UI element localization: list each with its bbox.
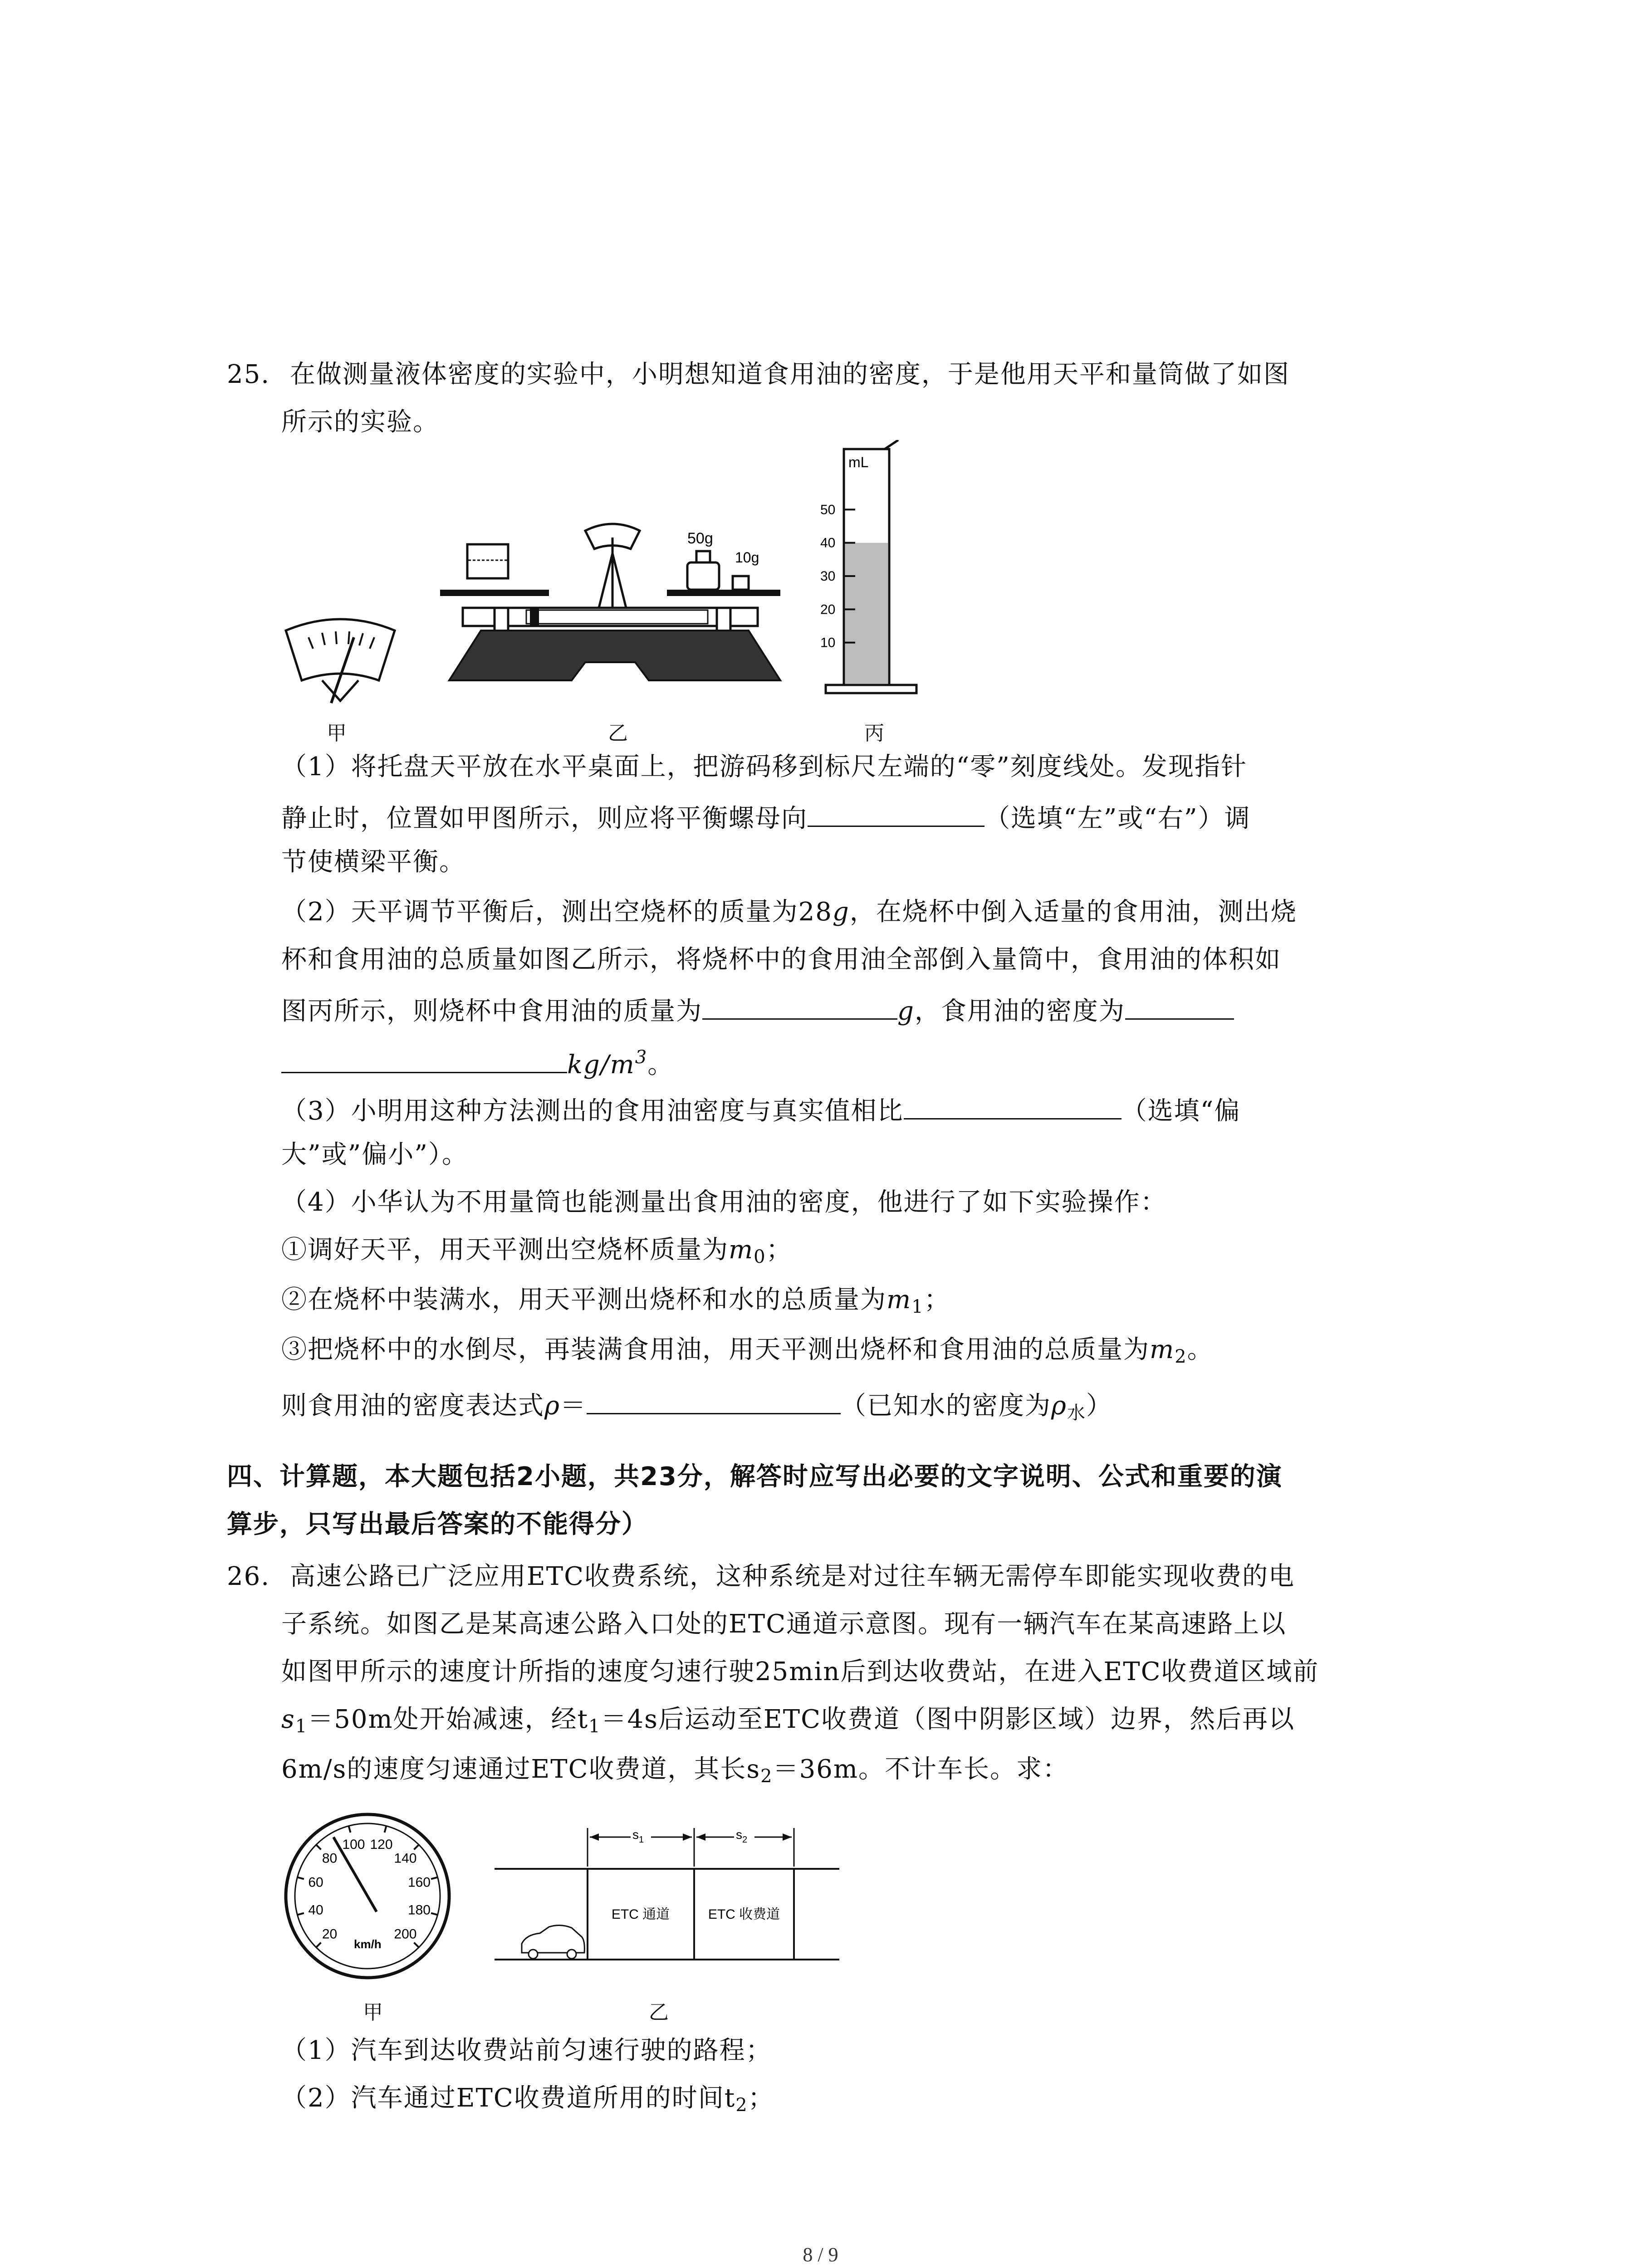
q25-step-2: ②在烧杯中装满水，用天平测出烧杯和水的总质量为$m_1$； xyxy=(281,1285,950,1317)
weight-50g-knob xyxy=(696,551,710,562)
speedometer-tick-label: 120 xyxy=(370,1837,393,1853)
speedometer-tick-label: 20 xyxy=(322,1926,338,1942)
q25-p3-b: （选填“偏 xyxy=(1121,1096,1241,1126)
measuring-cylinder-figure xyxy=(817,440,926,699)
speedometer-tick-label: 80 xyxy=(322,1851,338,1866)
q25-intro-2: 所示的实验。 xyxy=(281,407,439,437)
balance-pointer-figure xyxy=(281,612,399,708)
weight-10g xyxy=(733,576,749,590)
answer-blank-4[interactable] xyxy=(904,1091,1122,1119)
answer-blank-3a[interactable] xyxy=(1125,991,1234,1020)
balance-figure xyxy=(436,517,798,699)
speedometer-tick-label: 60 xyxy=(308,1875,323,1890)
answer-blank-5[interactable] xyxy=(587,1386,841,1414)
cylinder-tick-label: 10 xyxy=(820,635,836,650)
q25-p1-b: 静止时，位置如甲图所示，则应将平衡螺母向 xyxy=(281,804,808,833)
cylinder-tick-label: 20 xyxy=(820,602,836,617)
balance-ruler xyxy=(526,610,708,624)
q25-p3-a: （3）小明用这种方法测出的食用油密度与真实值相比 xyxy=(281,1096,904,1126)
q25-p1-d: 节使横梁平衡。 xyxy=(281,847,465,877)
q25-p4-a: （4）小华认为不用量筒也能测量出食用油的密度，他进行了如下实验操作： xyxy=(281,1188,1167,1217)
weight-10g-label: 10g xyxy=(735,549,759,566)
etc-zone-label: ETC 通道 xyxy=(611,1907,670,1922)
fig-label-jia-2: 甲 xyxy=(363,2001,383,2024)
section-4-title-1: 四、计算题，本大题包括2小题，共23分，解答时应写出必要的文字说明、公式和重要的演 xyxy=(227,1462,1283,1491)
car-icon xyxy=(522,1925,584,1953)
speedometer-unit: km/h xyxy=(354,1937,382,1951)
pointer-base xyxy=(322,680,358,701)
q25-p2-d-end: 。 xyxy=(647,1050,674,1080)
cylinder-foot xyxy=(826,685,916,693)
etc-toll-zone-label: ETC 收费道 xyxy=(708,1907,780,1922)
q25-p1-a: （1）将托盘天平放在水平桌面上，把游码移到标尺左端的“零”刻度线处。发现指针 xyxy=(281,752,1247,782)
q26-line-5: 6m/s的速度匀速通过ETC收费道，其长$s_2=36m$。不计车长。求： xyxy=(281,1755,1069,1787)
q26-number: 26. xyxy=(227,1562,270,1591)
rider xyxy=(530,608,539,626)
dim-label-s1: $s_1$ xyxy=(632,1828,644,1845)
page-number: 8 / 9 xyxy=(803,2244,838,2266)
q25-p2-d-unit: kg/m xyxy=(567,1050,635,1080)
q25-p2-a2: ，在烧杯中倒入适量的食用油，测出烧 xyxy=(849,897,1297,927)
cylinder-unit: mL xyxy=(848,454,869,470)
answer-blank-1[interactable] xyxy=(808,798,985,827)
q25-p2-c-unit: g xyxy=(897,997,915,1026)
answer-blank-3b[interactable] xyxy=(281,1045,567,1073)
q25-p2-a-unit: g xyxy=(832,897,850,927)
section-4-title-2: 算步，只写出最后答案的不能得分） xyxy=(227,1510,648,1539)
q25-p3-c: 大”或”偏小”）。 xyxy=(281,1140,468,1169)
q26-line-3: 如图甲所示的速度计所指的速度匀速行驶25min后到达收费站，在进入ETC收费道区域前 xyxy=(281,1657,1319,1686)
speedometer-tick-label: 180 xyxy=(407,1902,431,1918)
q25-p2-a-line xyxy=(281,896,1297,929)
q25-p2-d-sup: 3 xyxy=(635,1047,648,1068)
q25-p1-c: （选填“左”或“右”）调 xyxy=(985,804,1251,833)
q25-p2-c2: ，食用油的密度为 xyxy=(914,997,1125,1026)
speedometer-tick-label: 160 xyxy=(407,1875,431,1890)
cylinder-spout xyxy=(885,440,898,449)
balance-base xyxy=(449,631,780,680)
q25-expression-line: 则食用油的密度表达式ρ＝ （已知水的密度为$\rho_水$） xyxy=(281,1386,1112,1429)
speedometer-tick-label: 100 xyxy=(342,1837,365,1853)
car-wheel-front-icon xyxy=(529,1950,538,1959)
q26-sub-1: （1）汽车到达收费站前匀速行驶的路程； xyxy=(281,2036,772,2065)
q26-sub-2: （2）汽车通过ETC收费道所用的时间$t_2$； xyxy=(281,2083,774,2116)
q25-p2-c: 图丙所示，则烧杯中食用油的质量为 xyxy=(281,997,702,1026)
etc-lane-figure xyxy=(495,1823,848,1964)
q25-p2-c-line xyxy=(281,991,1234,1028)
beaker xyxy=(467,544,508,578)
speedometer-tick-label: 140 xyxy=(394,1851,417,1866)
fig-label-jia: 甲 xyxy=(327,722,347,745)
pointer-dial-outline xyxy=(286,619,395,680)
speedometer-tick-label: 200 xyxy=(394,1926,417,1942)
q25-step-3: ③把烧杯中的水倒尽，再装满食用油，用天平测出烧杯和食用油的总质量为$m_2$。 xyxy=(281,1335,1214,1367)
q25-p2-a: （2）天平调节平衡后，测出空烧杯的质量为28 xyxy=(281,897,833,927)
car-wheel-rear-icon xyxy=(567,1950,576,1959)
q26-line-2: 子系统。如图乙是某高速公路入口处的ETC通道示意图。现有一辆汽车在某高速路上以 xyxy=(281,1609,1287,1639)
fig-label-bing: 丙 xyxy=(864,722,884,745)
q25-p1-b-line xyxy=(281,798,1251,835)
fig-label-yi-2: 乙 xyxy=(649,2001,669,2024)
q25-p2-b: 杯和食用油的总质量如图乙所示，将烧杯中的食用油全部倒入量筒中，食用油的体积如 xyxy=(281,945,1281,974)
speedometer-figure xyxy=(281,1810,454,1982)
q25-p3-line xyxy=(281,1091,1240,1128)
q25-step-1: ①调好天平，用天平测出空烧杯质量为$m_0$； xyxy=(281,1235,793,1267)
q26-line-1: 26. 高速公路已广泛应用ETC收费系统，这种系统是对过往车辆无需停车即能实现收费的电 xyxy=(227,1562,1295,1591)
cylinder-tick-label: 30 xyxy=(820,569,836,584)
answer-blank-2[interactable] xyxy=(702,991,897,1020)
cylinder-tick-label: 40 xyxy=(820,535,836,551)
dim-label-s2: $s_2$ xyxy=(736,1828,748,1845)
speedometer-tick-label: 40 xyxy=(308,1902,323,1918)
q25-line-1 xyxy=(227,358,1290,391)
left-pan xyxy=(440,590,549,596)
q25-intro-1: 在做测量液体密度的实验中，小明想知道食用油的密度，于是他用天平和量筒做了如图 xyxy=(289,360,1290,389)
pointer-dial-ticks xyxy=(309,631,374,649)
q26-line-4: $s_1=50m$处开始减速，经$t_1=4s$后运动至ETC收费道（图中阴影区域）边界，然后再以 xyxy=(281,1705,1295,1737)
weight-50g xyxy=(687,562,719,590)
q25-number: 25. xyxy=(227,360,270,389)
fig-label-yi: 乙 xyxy=(608,722,628,745)
q25-p2-d-line xyxy=(281,1041,674,1081)
right-pan xyxy=(667,590,780,596)
cylinder-liquid xyxy=(845,543,888,684)
cylinder-tick-label: 50 xyxy=(820,502,836,518)
weight-50g-label: 50g xyxy=(687,530,713,547)
